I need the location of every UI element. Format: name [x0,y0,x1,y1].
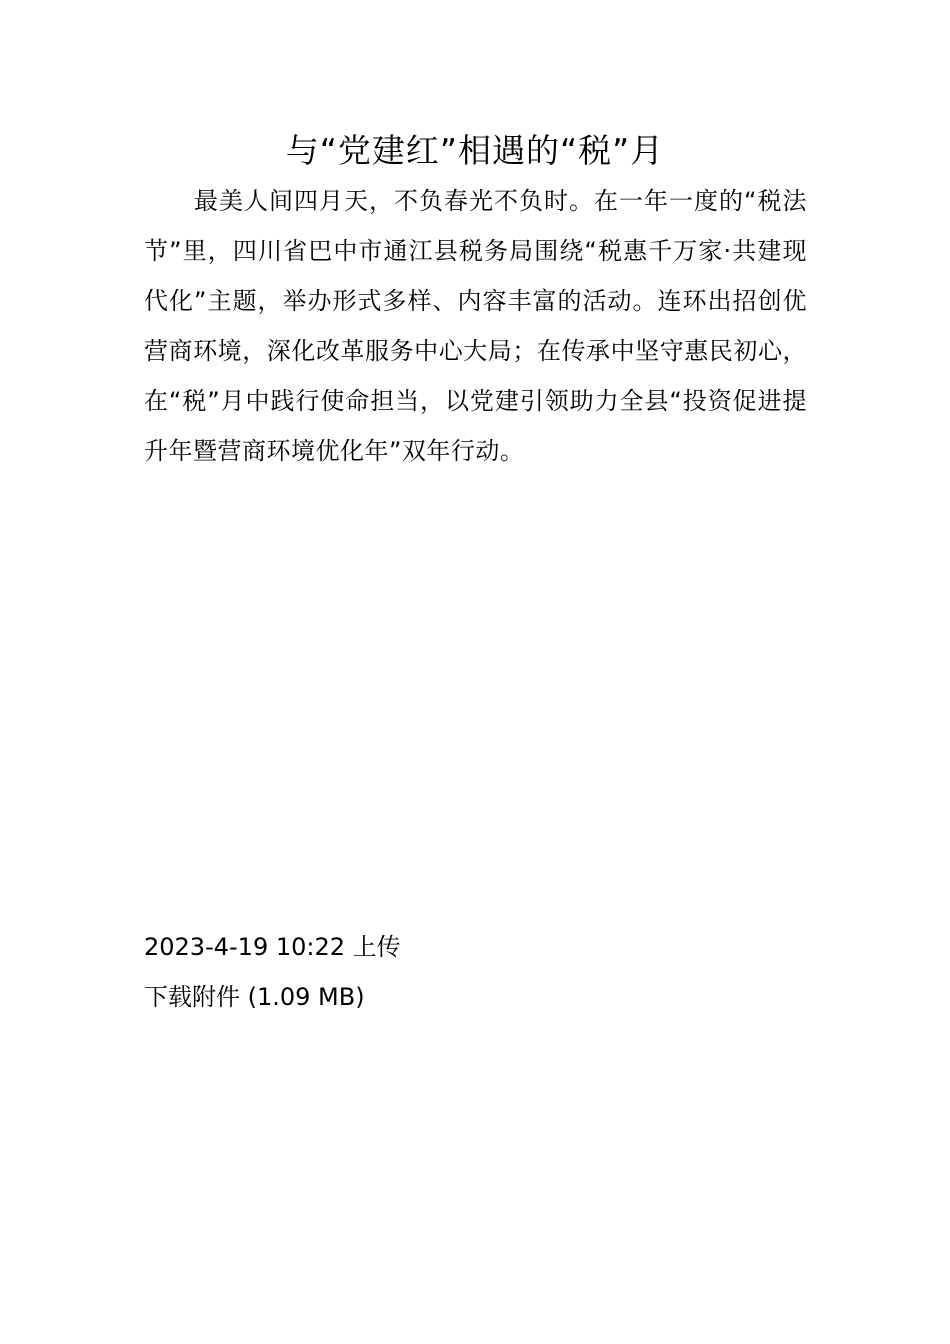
article-body: 最美人间四月天，不负春光不负时。在一年一度的“税法节”里，四川省巴中市通江县税务局围绕“税惠千万家·共建现代化”主题，举办形式多样、内容丰富的活动。连环出招创优营商环境，深化改革服务中心大局；在传承中坚守惠民初心，在“税”月中践行使命担当，以党建引领助力全县“投资促进提升年暨营商环境优化年”双年行动。 [144,187,807,465]
download-attachment-link[interactable]: 下载附件 (1.09 MB) [144,983,365,1011]
upload-timestamp: 2023-4-19 10:22 上传 [144,933,401,961]
article-title: 与“党建红”相遇的“税”月 [285,131,665,170]
